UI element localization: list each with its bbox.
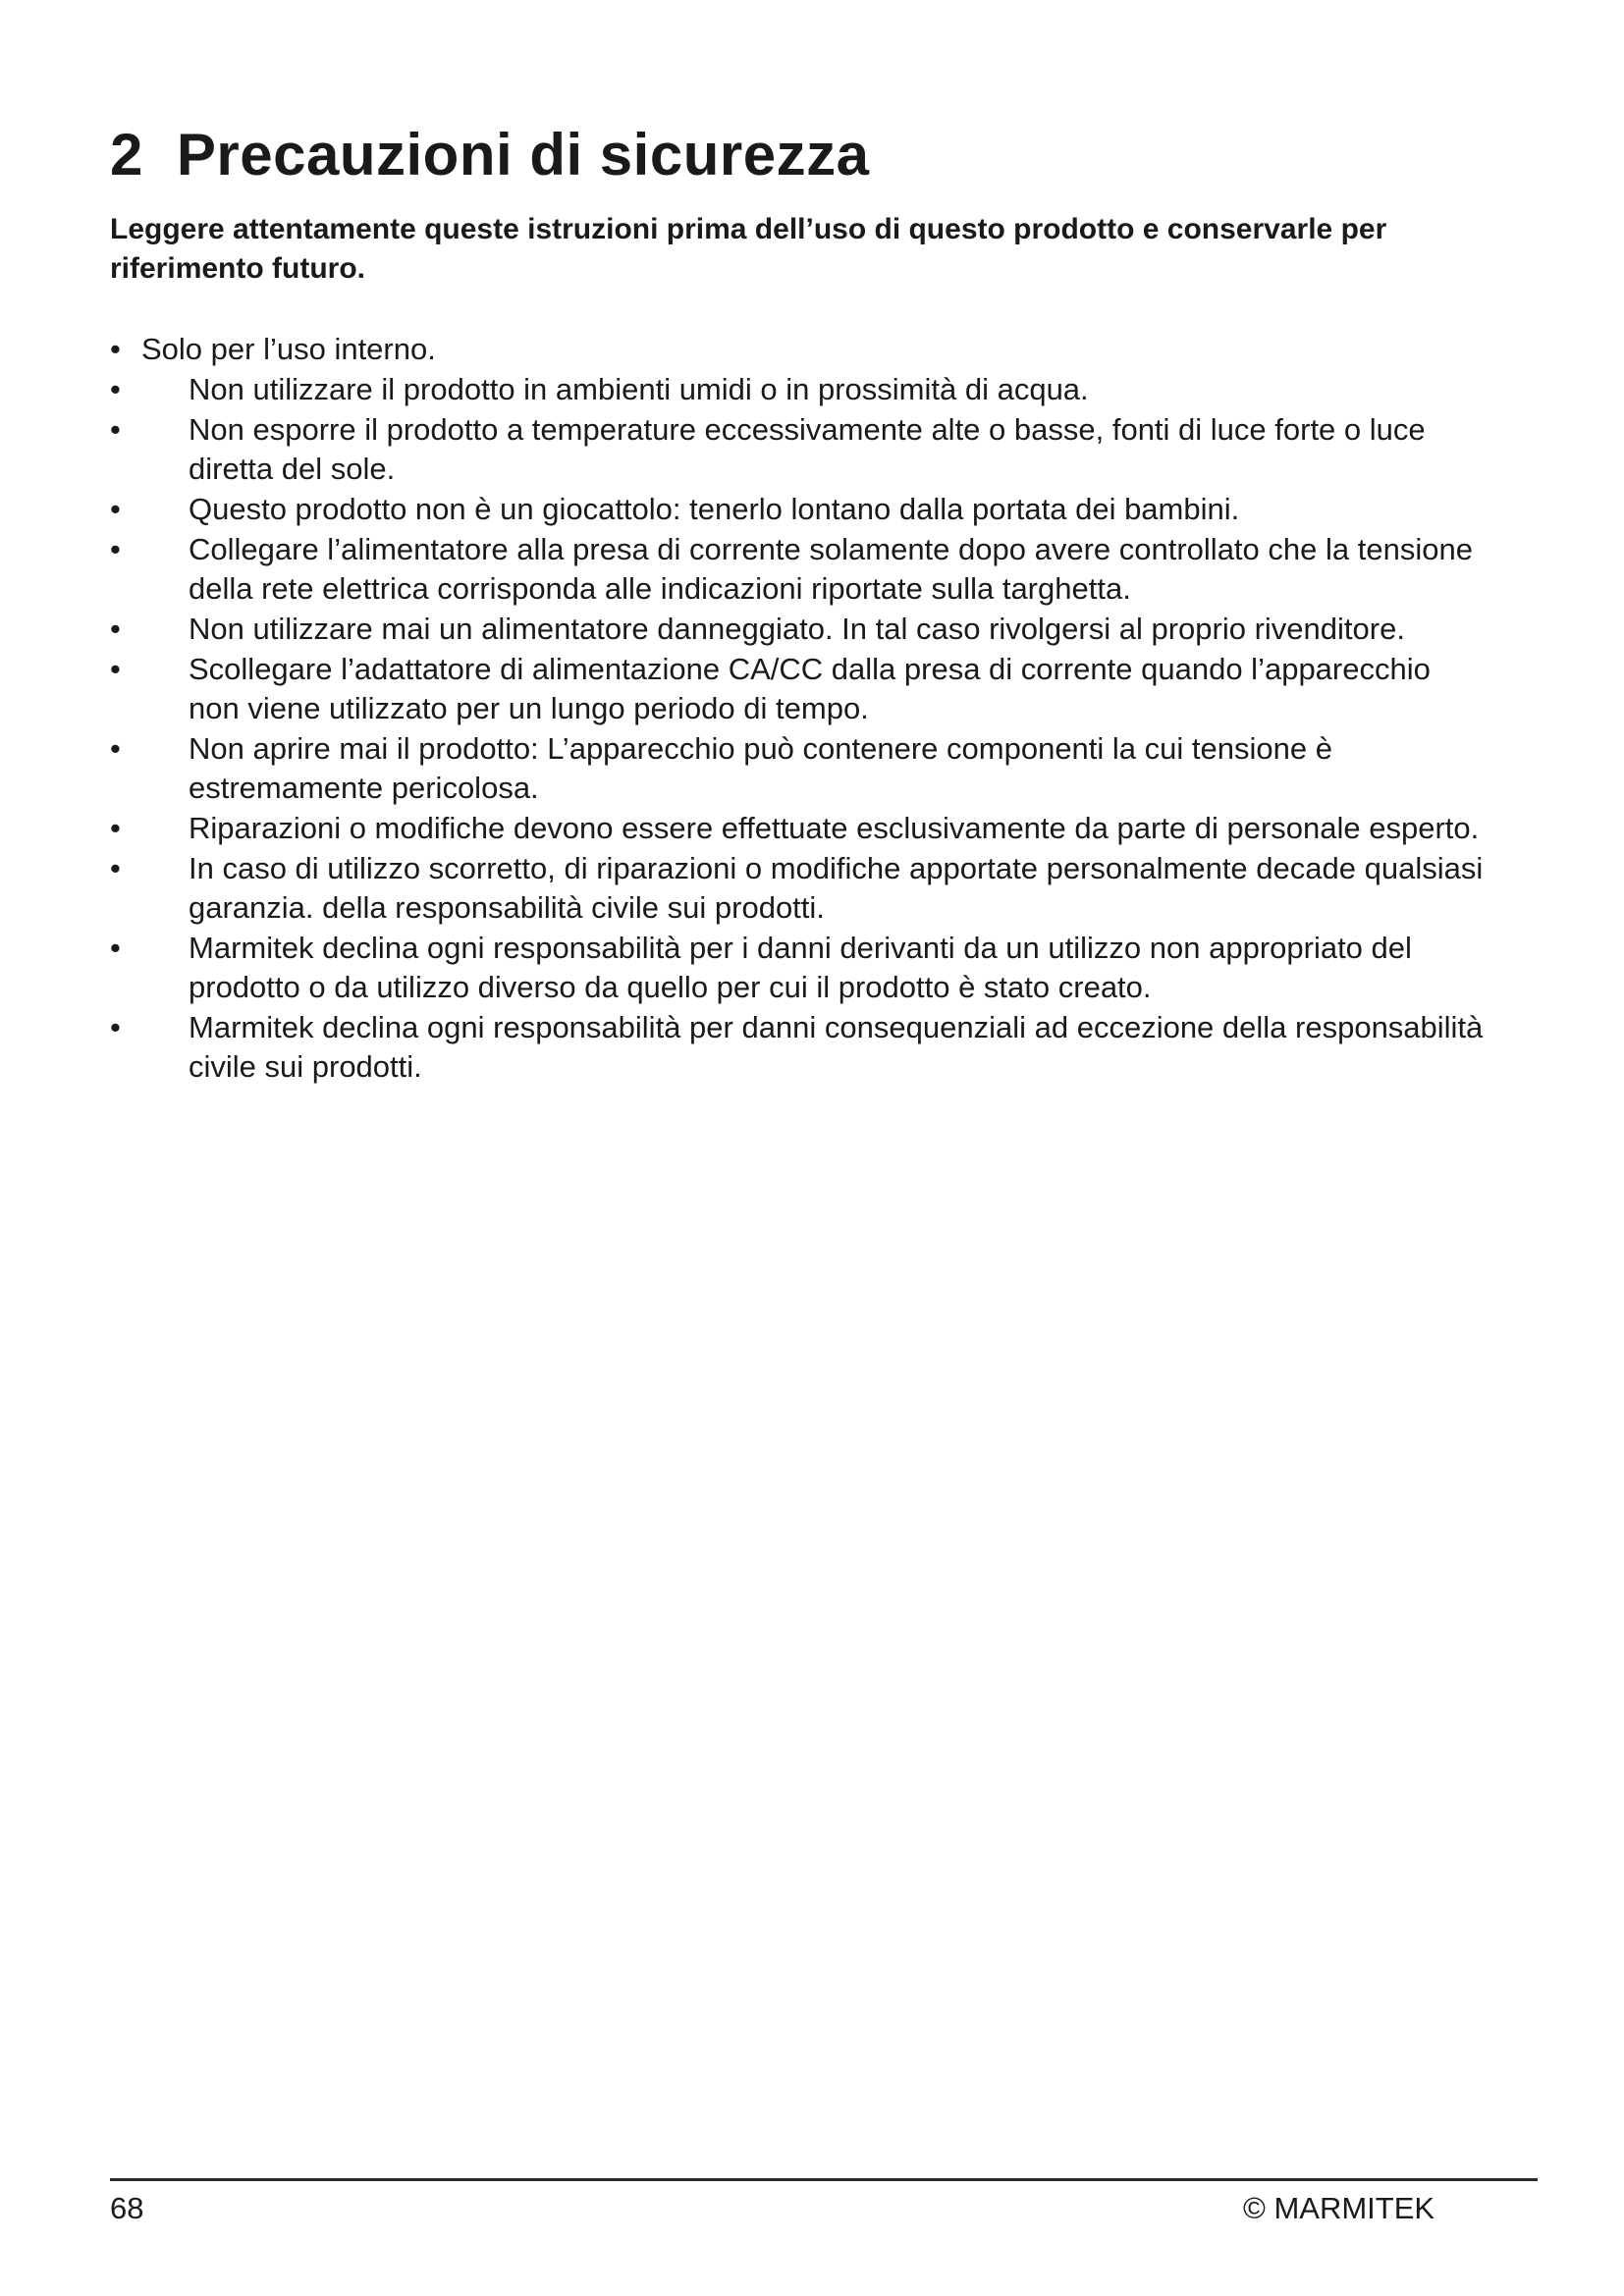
list-item <box>110 530 1485 609</box>
bullet-icon: • <box>110 532 121 566</box>
page-title <box>110 122 870 187</box>
list-item <box>110 370 1485 409</box>
section-title: Precauzioni di sicurezza <box>176 122 870 187</box>
list-item-text: In caso di utilizzo scorretto, di riparazioni o modifiche apportate personalmente decade qualsiasi garanzia. della responsabilità civile sui prodotti. <box>189 851 1484 925</box>
page-number: 68 <box>110 2191 144 2225</box>
list-item-text: Marmitek declina ogni responsabilità per i danni derivanti da un utilizzo non appropriato del prodotto o da utilizzo diverso da quello per cui il prodotto è stato creato. <box>189 931 1412 1004</box>
intro-text: Leggere attentamente queste istruzioni prima dell’uso di questo prodotto e conservarle per riferimento futuro. <box>110 213 1387 285</box>
section-number: 2 <box>110 122 143 187</box>
bullet-icon: • <box>110 811 121 845</box>
list-item <box>110 809 1485 848</box>
list-item-text: Non utilizzare il prodotto in ambienti umidi o in prossimità di acqua. <box>189 372 1089 406</box>
list-item-text: Solo per l’uso interno. <box>141 332 436 366</box>
list-item-text: Marmitek declina ogni responsabilità per danni consequenziali ad eccezione della responsabilità civile sui prodotti. <box>189 1010 1484 1084</box>
bullet-icon: • <box>110 931 121 965</box>
list-item <box>110 849 1485 928</box>
list-item <box>110 490 1485 529</box>
list-item-text: Riparazioni o modifiche devono essere effettuate esclusivamente da parte di personale esperto. <box>189 811 1480 845</box>
bullet-icon: • <box>110 492 121 526</box>
bullet-icon: • <box>110 372 121 406</box>
list-item-text: Questo prodotto non è un giocattolo: tenerlo lontano dalla portata dei bambini. <box>189 492 1240 526</box>
list-item-text: Non esporre il prodotto a temperature eccessivamente alte o basse, fonti di luce forte o luce diretta del sole. <box>189 412 1426 486</box>
list-item <box>110 650 1485 728</box>
bullet-icon: • <box>110 412 121 447</box>
list-item <box>110 330 1485 369</box>
bullet-icon: • <box>110 731 121 766</box>
bullet-icon: • <box>110 1010 121 1044</box>
bullet-icon: • <box>110 612 121 646</box>
list-item <box>110 729 1485 808</box>
bullet-icon: • <box>110 851 121 885</box>
list-item <box>110 929 1485 1007</box>
list-item <box>110 410 1485 489</box>
list-item-text: Non utilizzare mai un alimentatore danneggiato. In tal caso rivolgersi al proprio rivenditore. <box>189 612 1405 646</box>
list-item-text: Scollegare l’adattatore di alimentazione CA/CC dalla presa di corrente quando l’apparecchio non viene utilizzato per un lungo periodo di tempo. <box>189 652 1431 725</box>
safety-list <box>110 330 1485 1088</box>
list-item <box>110 610 1485 649</box>
footer-divider <box>110 2178 1538 2181</box>
list-item-text: Non aprire mai il prodotto: L’apparecchio può contenere componenti la cui tensione è estremamente pericolosa. <box>189 731 1332 805</box>
bullet-icon: • <box>110 652 121 686</box>
list-item <box>110 1008 1485 1087</box>
footer-brand: © MARMITEK <box>1243 2191 1435 2225</box>
bullet-icon: • <box>110 332 121 366</box>
list-item-text: Collegare l’alimentatore alla presa di corrente solamente dopo avere controllato che la tensione della rete elettrica corrisponda alle indicazioni riportate sulla targhetta. <box>189 532 1473 606</box>
